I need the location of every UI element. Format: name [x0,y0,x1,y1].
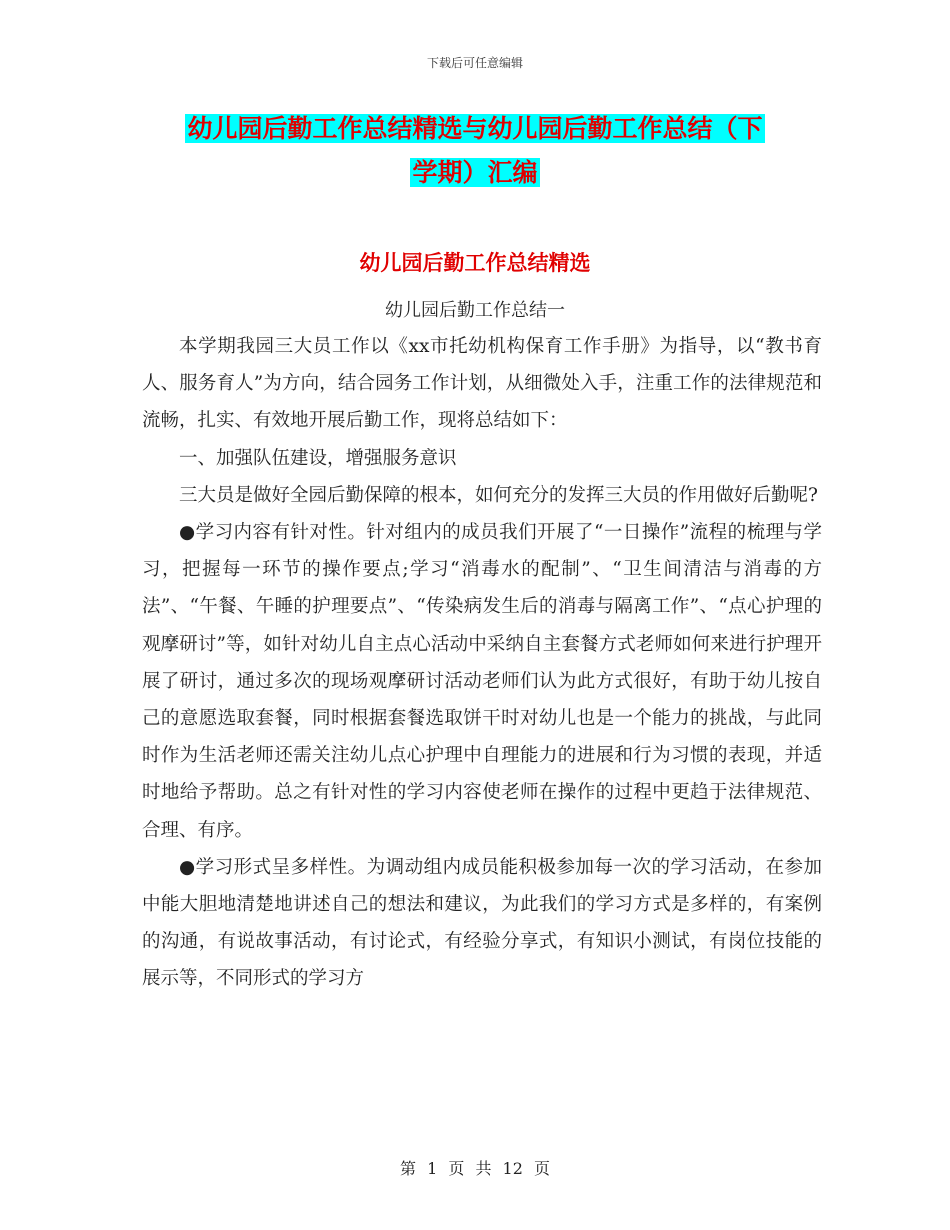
paragraph-learning-content: ●学习内容有针对性。针对组内的成员我们开展了“一日操作”流程的梳理与学习，把握每一环节的操作要点;学习“消毒水的配制”、“卫生间清洁与消毒的方法”、“午餐、午睡的护理要点”、“传染病发生后的消毒与隔离工作”、“点心护理的观摩研讨”等，如针对幼儿自主点心活动中采纳自主套餐方式老师如何来进行护理开展了研讨，通过多次的现场观摩研讨活动老师们认为此方式很好，有助于幼儿按自己的意愿选取套餐，同时根据套餐选取饼干时对幼儿也是一个能力的挑战，与此同时作为生活老师还需关注幼儿点心护理中自理能力的进展和行为习惯的表现，并适时地给予帮助。总之有针对性的学习内容使老师在操作的过程中更趋于法律规范、合理、有序。 [142,522,822,841]
paragraph-learning-form: ●学习形式呈多样性。为调动组内成员能积极参加每一次的学习活动，在参加中能大胆地清楚地讲述自己的想法和建议，为此我们的学习方式是多样的，有案例的沟通，有说故事活动，有讨论式，有经验分享式，有知识小测试，有岗位技能的展示等，不同形式的学习方 [142,856,822,990]
paragraph-intro: 本学期我园三大员工作以《xx市托幼机构保育工作手册》为指导，以“教书育人、服务育人”为方向，结合园务工作计划，从细微处入手，注重工作的法律规范和流畅，扎实、有效地开展后勤工作，现将总结如下： [142,336,822,432]
sub-heading: 幼儿园后勤工作总结一 [385,300,565,321]
document-title-line-2 [0,153,950,193]
page-footer: 第 1 页 共 12 页 [400,1159,550,1178]
header-note: 下载后可任意编辑 [426,56,523,70]
document-title-line-1 [0,109,950,149]
title-highlight-1: 幼儿园后勤工作总结精选与幼儿园后勤工作总结（下 [187,114,763,143]
paragraph-section-one: 一、加强队伍建设，增强服务意识 [179,447,457,469]
section-heading: 幼儿园后勤工作总结精选 [359,250,591,275]
title-highlight-2: 学期）汇编 [412,158,538,187]
body-text [142,328,822,998]
paragraph-question: 三大员是做好全园后勤保障的根本，如何充分的发挥三大员的作用做好后勤呢? [179,484,818,506]
